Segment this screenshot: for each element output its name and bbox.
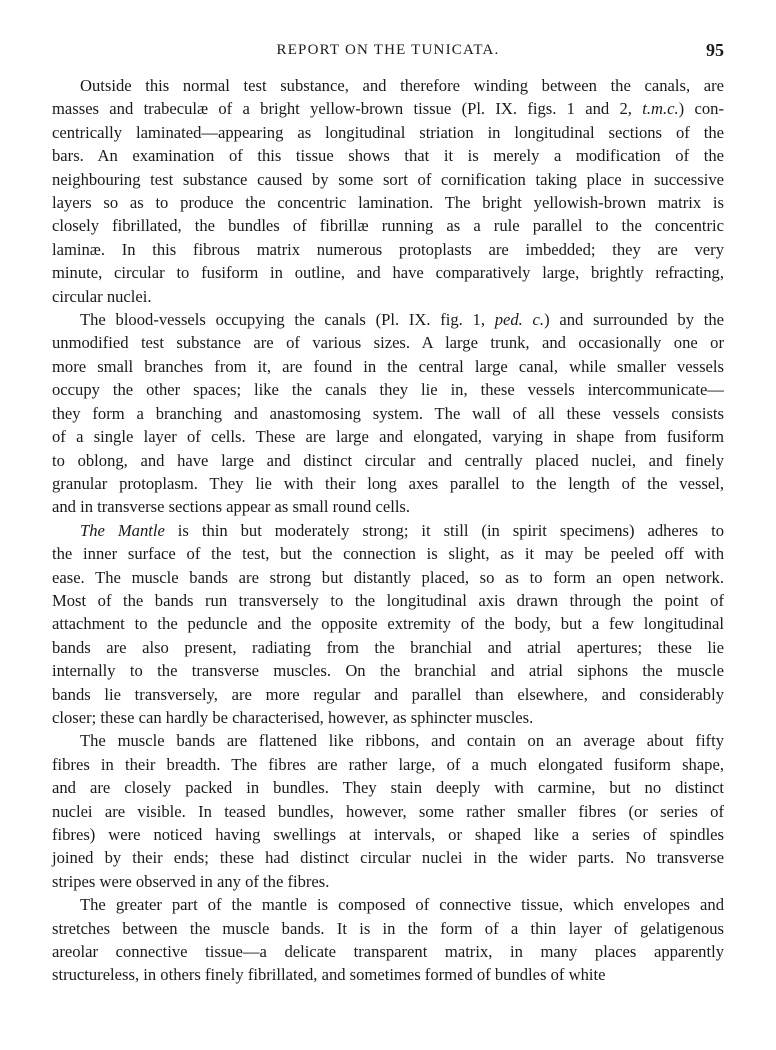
text-line: unmodified test substance are of various sizes. A large trunk, and occasionally one or [52, 333, 724, 353]
text-line: masses and trabeculæ of a bright yellow-brown tissue (Pl. IX. figs. 1 and 2, t.m.c.) con- [52, 99, 724, 119]
page-number: 95 [706, 40, 724, 60]
paragraph [52, 74, 724, 308]
text-line: structureless, in others finely fibrillated, and sometimes formed of bundles of white [52, 965, 606, 985]
text-line: attachment to the peduncle and the opposite extremity of the body, but a few longitudinal [52, 614, 724, 634]
paragraph [52, 893, 724, 987]
text-line: stretches between the muscle bands. It is in the form of a thin layer of gelatigenous [52, 918, 724, 938]
text-line: and in transverse sections appear as small round cells. [52, 497, 411, 517]
page-header [52, 38, 724, 64]
text-line: The muscle bands are flattened like ribbons, and contain on an average about fifty [80, 731, 724, 751]
text-line: The blood-vessels occupying the canals (Pl. IX. fig. 1, ped. c.) and surrounded by the [80, 310, 724, 330]
text-line: fibres) were noticed having swellings at intervals, or shaped like a series of spindles [52, 825, 724, 844]
text-line: The greater part of the mantle is composed of connective tissue, which envelopes and [80, 895, 724, 915]
text-line: ease. The muscle bands are strong but distantly placed, so as to form an open network. [52, 567, 724, 587]
text-line: granular protoplasm. They lie with their long axes parallel to the length of the vessel, [52, 473, 724, 493]
document-page [52, 38, 724, 987]
text-line: bands are also present, radiating from the branchial and atrial apertures; these lie [52, 637, 724, 657]
body-text [52, 74, 724, 987]
text-line: closely fibrillated, the bundles of fibrillæ running as a rule parallel to the concentric [52, 216, 724, 236]
text-line: layers so as to produce the concentric lamination. The bright yellowish-brown matrix is [52, 193, 724, 213]
text-line: Most of the bands run transversely to the longitudinal axis drawn through the point of [52, 590, 724, 610]
text-line: stripes were observed in any of the fibres. [52, 871, 330, 891]
text-line: they form a branching and anastomosing system. The wall of all these vessels consists [52, 403, 724, 423]
text-line: occupy the other spaces; like the canals they lie in, these vessels intercommunicate— [52, 380, 724, 400]
paragraph [52, 519, 724, 730]
text-line: to oblong, and have large and distinct circular and centrally placed nuclei, and finely [52, 450, 724, 470]
text-line: neighbouring test substance caused by some sort of cornification taking place in successive [52, 169, 724, 189]
text-line: joined by their ends; these had distinct circular nuclei in the wider parts. No transverse [52, 848, 724, 868]
text-line: bands lie transversely, are more regular and parallel than elsewhere, and considerably [52, 684, 724, 704]
text-line: centrically laminated—appearing as longitudinal striation in longitudinal sections of the [52, 122, 724, 142]
text-line: laminæ. In this fibrous matrix numerous protoplasts are imbedded; they are very [52, 239, 724, 259]
text-line: bars. An examination of this tissue shows that it is merely a modification of the [52, 146, 724, 166]
text-line: circular nuclei. [52, 286, 152, 306]
text-line: fibres in their breadth. The fibres are rather large, of a much elongated fusiform shape, [52, 754, 724, 774]
text-line: the inner surface of the test, but the connection is slight, as it may be peeled off with [52, 544, 724, 564]
running-title: REPORT ON THE TUNICATA. [276, 42, 500, 58]
text-line: areolar connective tissue—a delicate transparent matrix, in many places apparently [52, 942, 724, 962]
text-line: of a single layer of cells. These are large and elongated, varying in shape from fusiform [52, 427, 724, 447]
text-line: minute, circular to fusiform in outline, and have comparatively large, brightly refracting, [52, 263, 724, 283]
text-line: and are closely packed in bundles. They stain deeply with carmine, but no distinct [52, 778, 724, 798]
paragraph [52, 308, 724, 519]
text-line: more small branches from it, are found in the central large canal, while smaller vessels [52, 356, 724, 376]
text-line: internally to the transverse muscles. On the branchial and atrial siphons the muscle [52, 661, 724, 681]
text-line: Outside this normal test substance, and therefore winding between the canals, are [80, 76, 724, 95]
text-line: closer; these can hardly be characterised, however, as sphincter muscles. [52, 707, 534, 727]
text-line: The Mantle is thin but moderately strong; it still (in spirit specimens) adheres to [80, 520, 725, 540]
text-line: nuclei are visible. In teased bundles, however, some rather smaller fibres (or series of [52, 801, 724, 821]
paragraph [52, 729, 724, 893]
